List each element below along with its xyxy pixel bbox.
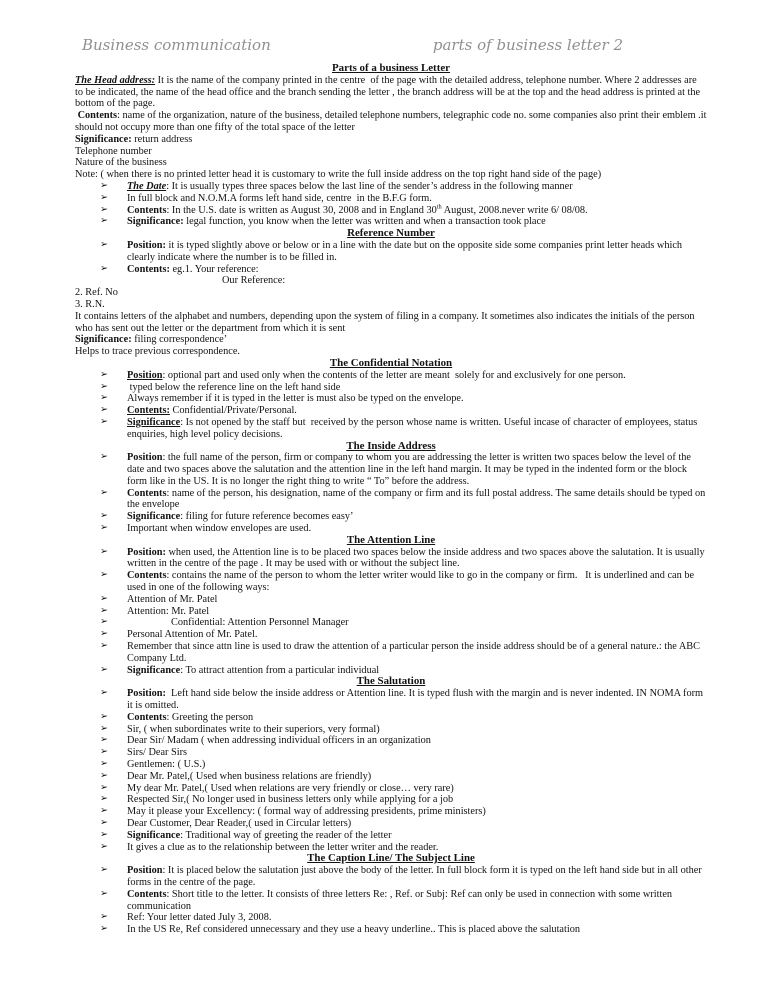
bullet-item: [75, 889, 707, 913]
text-segment: The Head address:: [75, 74, 156, 86]
bullet-arrow-icon: ➢: [100, 865, 108, 876]
bullet-arrow-icon: ➢: [100, 593, 108, 604]
line-content: [127, 393, 707, 405]
bullet-arrow-icon: ➢: [100, 405, 108, 416]
paragraph: [75, 110, 710, 134]
text-segment: Position:: [127, 239, 166, 251]
text-segment: The Confidential Notation: [329, 356, 453, 369]
text-segment: : name of the organization, nature of the business, detailed telephone numbers, telegraphic code no. some companies also print their emblem .it should not occupy more than one fifty of the total space of the letter: [75, 110, 710, 133]
text-segment: Significance: [127, 416, 181, 428]
bullet-item: [75, 818, 707, 830]
text-segment: 3. R.N.: [75, 298, 105, 310]
text-segment: Important when window envelopes are used.: [127, 523, 312, 535]
text-segment: Significance: [127, 511, 181, 523]
line-content: [127, 417, 707, 441]
line-content: [330, 357, 452, 369]
bullet-arrow-icon: ➢: [100, 818, 108, 828]
text-segment: when used, the Attention line is to be placed two spaces below the inside address and two spaces above the salutation. It is usually written in the centre of the page . It may be used with or without the subject line.: [127, 546, 708, 570]
bullet-arrow-icon: ➢: [100, 688, 108, 699]
line-content: [127, 783, 707, 795]
line-content: [75, 287, 118, 298]
text-segment: Contents:: [127, 405, 170, 417]
line-content: [127, 818, 707, 830]
line-content: [75, 299, 105, 310]
bullet-arrow-icon: ➢: [100, 806, 108, 817]
text-segment: Respected Sir,( No longer used in business letters only while applying for a job: [127, 794, 454, 806]
text-segment: : Greeting the person: [166, 711, 254, 723]
line-content: [127, 688, 707, 712]
line-content: [127, 193, 707, 205]
text-segment: eg.1. Your reference:: [169, 263, 259, 275]
line-content: [127, 889, 707, 913]
text-segment: Our Reference:: [222, 275, 286, 287]
bullet-arrow-icon: ➢: [100, 723, 108, 734]
bullet-item: [75, 488, 707, 512]
bullet-arrow-icon: ➢: [100, 239, 108, 250]
section-heading: [75, 63, 707, 75]
bullet-arrow-icon: ➢: [100, 629, 108, 640]
bullet-arrow-icon: ➢: [100, 770, 108, 781]
paragraph: [75, 146, 707, 158]
bullet-arrow-icon: ➢: [100, 888, 108, 899]
bullet-arrow-icon: ➢: [100, 523, 108, 534]
text-segment: Left hand side below the inside address or Attention line. It is typed flush with the margin and is never indented. IN NOMA form it is omitted.: [127, 688, 706, 712]
bullet-item: [75, 594, 707, 606]
text-segment: It gives a clue as to the relationship between the letter writer and the reader.: [127, 841, 439, 853]
line-content: [127, 794, 707, 806]
text-segment: Sirs/ Dear Sirs: [127, 747, 188, 759]
bullet-item: [75, 606, 707, 618]
text-segment: The Caption Line/ The Subject Line: [307, 852, 475, 865]
header-left: Business communication: [82, 36, 271, 54]
bullet-item: [75, 370, 707, 382]
bullet-item: [75, 783, 707, 795]
line-content: [127, 759, 707, 771]
text-segment: Contents: [127, 204, 167, 216]
section-heading: [75, 853, 707, 865]
bullet-arrow-icon: ➢: [100, 546, 108, 557]
text-segment: Dear Mr. Patel,( Used when business relations are friendly): [127, 770, 372, 782]
bullet-arrow-icon: ➢: [100, 617, 108, 628]
text-segment: The Inside Address: [346, 439, 436, 452]
document-body: [75, 62, 710, 936]
text-segment: Position:: [127, 546, 166, 558]
line-content: [127, 547, 707, 571]
line-content: [75, 334, 227, 345]
bullet-arrow-icon: ➢: [100, 393, 108, 404]
text-segment: It contains letters of the alphabet and numbers, depending upon the system of filing in a company. It sometimes also indicates the initials of the person who has sent out the letter or the department from which it is sent: [75, 310, 698, 334]
bullet-item: [75, 830, 707, 842]
bullet-arrow-icon: ➢: [100, 263, 108, 274]
section-heading: [75, 228, 707, 240]
paragraph: [75, 311, 707, 335]
text-segment: The Salutation: [356, 675, 426, 688]
text-segment: : name of the person, his designation, name of the company or firm and its full postal address. The same details should be typed on the envelope: [127, 487, 708, 511]
text-segment: Contents:: [127, 263, 170, 275]
line-content: [127, 830, 707, 842]
text-segment: return address: [131, 133, 193, 145]
bullet-arrow-icon: ➢: [100, 711, 108, 722]
line-content: [127, 370, 707, 382]
line-content: [127, 712, 707, 724]
line-content: [127, 488, 707, 512]
text-segment: The Date: [127, 180, 167, 192]
text-segment: : It is usually types three spaces below the last line of the sender’s address in the following manner: [166, 180, 573, 192]
paragraph: [75, 169, 707, 181]
line-content: [127, 865, 707, 889]
bullet-item: [75, 240, 707, 264]
bullet-arrow-icon: ➢: [100, 912, 108, 923]
bullet-arrow-icon: ➢: [100, 204, 108, 215]
text-segment: 2. Ref. No: [75, 287, 118, 299]
line-content: [75, 146, 152, 157]
line-content: [127, 617, 707, 629]
header-right: parts of business letter 2: [432, 36, 623, 54]
bullet-item: [75, 417, 707, 441]
text-segment: typed below the reference line on the left hand side: [127, 381, 341, 393]
text-segment: Position: [127, 452, 163, 464]
bullet-item: [75, 193, 707, 205]
line-content: [127, 629, 707, 641]
text-segment: Significance:: [127, 216, 184, 228]
text-segment: Confidential: Attention Personnel Manager: [171, 617, 349, 629]
bullet-item: [75, 912, 707, 924]
paragraph: [75, 299, 707, 311]
bullet-arrow-icon: ➢: [100, 641, 108, 652]
text-segment: Reference Number: [347, 227, 435, 240]
text-segment: Contents: [127, 711, 167, 723]
text-segment: Attention of Mr. Patel: [127, 593, 218, 605]
text-segment: : optional part and used only when the contents of the letter are meant solely for and exclusively for one person.: [162, 369, 626, 381]
section-heading: [75, 358, 707, 370]
line-content: [75, 75, 703, 110]
line-content: [127, 264, 707, 276]
text-segment: Dear Customer, Dear Reader,( used in Circular letters): [127, 818, 352, 829]
line-content: [127, 724, 707, 736]
text-segment: Remember that since attn line is used to draw the attention of a particular person the inside address should be of a general nature.: the ABC Company Ltd.: [127, 641, 703, 664]
text-segment: filing correspondence’: [131, 334, 228, 346]
paragraph: [75, 134, 707, 146]
bullet-arrow-icon: ➢: [100, 747, 108, 758]
line-content: [127, 606, 707, 618]
text-segment: : Short title to the letter. It consists of three letters Re: , Ref. or Subj: Ref can only be used in connection with some written communication: [127, 888, 675, 912]
text-segment: Position:: [127, 688, 166, 700]
line-content: [307, 852, 475, 864]
bullet-arrow-icon: ➢: [100, 511, 108, 522]
paragraph: [75, 157, 707, 169]
bullet-arrow-icon: ➢: [100, 381, 108, 392]
text-segment: : In the U.S. date is written as August 30, 2008 and in England 30: [166, 204, 437, 216]
text-segment: legal function, you know when the letter was written and when a transaction took place: [183, 216, 546, 228]
bullet-arrow-icon: ➢: [100, 192, 108, 203]
line-content: [127, 771, 707, 783]
text-segment: : contains the name of the person to whom the letter writer would like to go in the company or firm. It is underlined and can be used in one of the following ways:: [127, 570, 697, 594]
text-segment: th: [436, 203, 442, 211]
text-segment: Significance: [127, 664, 181, 676]
text-segment: : It is placed below the salutation just above the body of the letter. In full block form it is typed on the left hand side but in all other forms in the centre of the page.: [127, 865, 705, 888]
bullet-arrow-icon: ➢: [100, 416, 108, 427]
line-content: [127, 511, 707, 523]
text-segment: August, 2008.never write 6/ 08/08.: [441, 204, 588, 216]
bullet-item: [75, 570, 707, 594]
bullet-arrow-icon: ➢: [100, 180, 108, 191]
line-content: [347, 227, 435, 239]
line-content: [75, 169, 601, 180]
bullet-arrow-icon: ➢: [100, 605, 108, 616]
text-segment: My dear Mr. Patel,( Used when relations are very friendly or close… very rare): [127, 782, 454, 794]
line-content: [127, 382, 707, 394]
text-segment: Contents: [127, 888, 167, 900]
bullet-item: [75, 547, 707, 571]
bullet-item: [75, 771, 707, 783]
bullet-item: [75, 393, 707, 405]
section-heading: [75, 441, 707, 453]
text-segment: Gentlemen: ( U.S.): [127, 759, 206, 771]
text-segment: Helps to trace previous correspondence.: [75, 346, 240, 358]
text-segment: Telephone number: [75, 145, 152, 157]
text-segment: Sir, ( when subordinates write to their superiors, very formal): [127, 723, 380, 735]
line-content: [75, 346, 240, 357]
text-segment: Position: [127, 865, 163, 877]
bullet-item: [75, 382, 707, 394]
bullet-arrow-icon: ➢: [100, 452, 108, 463]
text-segment: : To attract attention from a particular individual: [180, 664, 380, 676]
bullet-arrow-icon: ➢: [100, 829, 108, 840]
line-content: [127, 912, 707, 924]
bullet-item: [75, 688, 707, 712]
text-segment: Personal Attention of Mr. Patel.: [127, 629, 258, 641]
line-content: [127, 806, 707, 818]
bullet-item: [75, 641, 707, 665]
text-segment: In full block and N.O.M.A forms left hand side, centre in the B.F.G form.: [127, 192, 432, 204]
bullet-arrow-icon: ➢: [100, 487, 108, 498]
bullet-arrow-icon: ➢: [100, 794, 108, 805]
bullet-arrow-icon: ➢: [100, 759, 108, 770]
bullet-item: [75, 794, 707, 806]
line-content: [347, 534, 435, 546]
bullet-item: [75, 712, 707, 724]
paragraph: [75, 75, 707, 110]
section-heading: [75, 676, 707, 688]
text-segment: : the full name of the person, firm or company to whom you are addressing the letter is written two spaces below the level of the date and two spaces above the salutation and the attention line in the left hand margin. It may be typed in the indented form or the block form like in the US. It is no longer the right thing to write “ To” before the address.: [127, 452, 694, 487]
text-segment: The Attention Line: [346, 533, 436, 546]
bullet-item: [75, 181, 707, 193]
line-content: [127, 747, 707, 759]
text-segment: : Is not opened by the staff but received by the person whose name is written. Useful incase of character of employees, status enquiries, high level policy decisions.: [127, 416, 700, 440]
bullet-item: [75, 759, 707, 771]
bullet-arrow-icon: ➢: [100, 841, 108, 852]
running-header: [82, 36, 623, 54]
text-segment: Significance: [127, 829, 181, 841]
bullet-item: [75, 806, 707, 818]
line-content: [75, 134, 192, 145]
bullet-arrow-icon: ➢: [100, 369, 108, 380]
bullet-item: [75, 735, 707, 747]
text-segment: : filing for future reference becomes easy’: [180, 511, 354, 523]
bullet-arrow-icon: ➢: [100, 735, 108, 746]
text-segment: Attention: Mr. Patel: [127, 605, 210, 617]
bullet-item: [75, 452, 707, 487]
text-segment: It is the name of the company printed in the centre of the page with the detailed address, telephone number. Where 2 addresses are to be indicated, the name of the head office and the branch sending the letter , the branch address will be at the top and the head address is printed at the bottom of the page.: [75, 74, 703, 110]
bullet-arrow-icon: ➢: [100, 924, 108, 935]
line-content: [357, 675, 426, 687]
line-content: [332, 62, 450, 74]
bullet-item: [75, 724, 707, 736]
bullet-item: [75, 405, 707, 417]
text-segment: Significance:: [75, 334, 132, 346]
line-content: [127, 924, 707, 936]
line-content: [346, 440, 435, 452]
line-content: [222, 275, 285, 286]
line-content: [127, 205, 707, 217]
line-content: [127, 405, 707, 417]
line-content: [75, 157, 167, 168]
bullet-arrow-icon: ➢: [100, 782, 108, 793]
bullet-arrow-icon: ➢: [100, 664, 108, 675]
text-segment: : Traditional way of greeting the reader of the letter: [180, 829, 392, 841]
bullet-item: [75, 924, 707, 936]
line-content: [75, 311, 697, 334]
text-segment: In the US Re, Ref considered unnecessary and they use a heavy underline.. This is placed above the salutation: [127, 924, 581, 936]
bullet-item: [75, 617, 707, 629]
line-content: [127, 735, 707, 747]
section-heading: [75, 535, 707, 547]
text-segment: Contents: [127, 570, 167, 582]
text-segment: Ref: Your letter dated July 3, 2008.: [127, 912, 272, 924]
line-content: [127, 641, 707, 665]
paragraph: [75, 334, 707, 346]
text-segment: Nature of the business: [75, 157, 167, 169]
bullet-item: [75, 511, 707, 523]
text-segment: Dear Sir/ Madam ( when addressing individual officers in an organization: [127, 735, 431, 747]
text-segment: Contents: [77, 110, 118, 122]
text-segment: Parts of a business Letter: [332, 62, 450, 74]
text-segment: May it please your Excellency: ( formal way of addressing presidents, prime ministers): [127, 806, 486, 818]
bullet-arrow-icon: ➢: [100, 216, 108, 227]
text-segment: Contents: [127, 487, 167, 499]
indented-line: [75, 275, 707, 287]
bullet-item: [75, 865, 707, 889]
text-segment: Position: [127, 369, 163, 381]
text-segment: Confidential/Private/Personal.: [169, 405, 297, 417]
bullet-arrow-icon: ➢: [100, 570, 108, 581]
bullet-item: [75, 264, 707, 276]
bullet-item: [75, 747, 707, 759]
line-content: [75, 110, 709, 133]
text-segment: it is typed slightly above or below or in a line with the date but on the opposite side some companies print letter heads which clearly indicate where the number is to be filled in.: [127, 239, 685, 263]
text-segment: Always remember if it is typed in the letter is must also be typed on the envelope.: [127, 393, 464, 405]
paragraph: [75, 287, 707, 299]
line-content: [127, 594, 707, 606]
line-content: [127, 240, 707, 264]
line-content: [127, 570, 707, 594]
text-segment: Significance:: [75, 133, 132, 145]
text-segment: Note: ( when there is no printed letter head it is customary to write the full inside address on the top right hand side of the page): [75, 169, 602, 181]
line-content: [127, 181, 707, 193]
line-content: [127, 452, 707, 487]
bullet-item: [75, 629, 707, 641]
bullet-item: [75, 205, 707, 217]
